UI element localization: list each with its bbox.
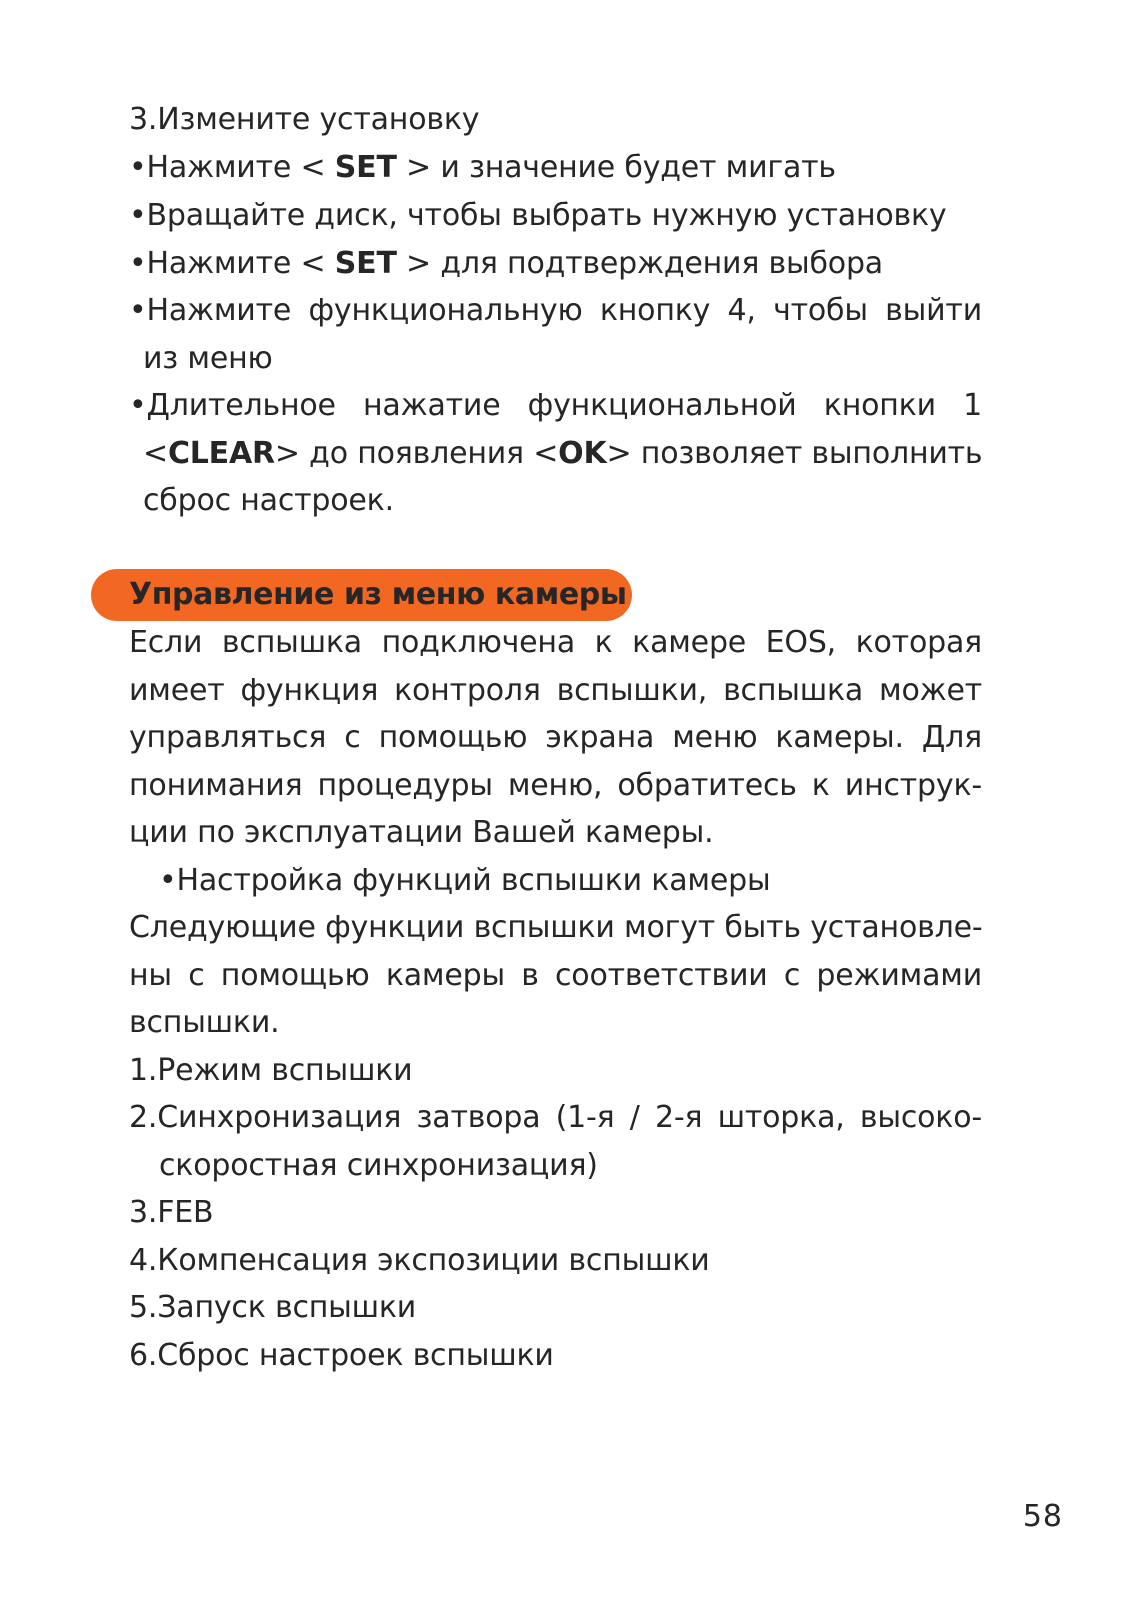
camera-functions-bullet: •Настройка функций вспышки камеры (159, 863, 771, 898)
list-item: 1.Режим вспышки (129, 1053, 413, 1088)
section-heading: Управление из меню камеры (129, 577, 627, 612)
step-bullet-press-set (129, 144, 982, 192)
paragraph-line: имеет функция контроля вспышки, вспышка может (129, 673, 982, 708)
step-bullet-reset-line2 (143, 430, 982, 478)
bullet-text: > позволяет выполнить (606, 436, 983, 471)
paragraph-line: понимания процедуры меню, обратитесь к инструк- (129, 768, 982, 803)
ok-key-label: OK (558, 436, 607, 471)
paragraph-line: Если вспышка подключена к камере EOS, которая (129, 625, 982, 660)
step-bullet-rotate-dial: •Вращайте диск, чтобы выбрать нужную установку (129, 198, 947, 233)
paragraph-line: ны с помощью камеры в соответствии с режимами (129, 958, 982, 993)
set-key-label: SET (334, 150, 397, 185)
bullet-text: > до появления < (274, 436, 559, 471)
paragraph-line: управляться с помощью экрана меню камеры. Для (129, 720, 982, 755)
bullet-text: < (143, 436, 168, 471)
list-item-continuation: скоростная синхронизация) (159, 1148, 598, 1183)
clear-key-label: CLEAR (167, 436, 275, 471)
step-bullet-confirm (129, 240, 982, 288)
step-bullet-exit-line2: из меню (143, 341, 273, 376)
list-item: 4.Компенсация экспозиции вспышки (129, 1243, 710, 1278)
list-item: 3.FEB (129, 1195, 214, 1230)
bullet-text: > для подтверждения выбора (396, 246, 883, 281)
page-number: 58 (1022, 1499, 1063, 1534)
list-item: 6.Сброс настроек вспышки (129, 1338, 554, 1373)
bullet-text: > и значение будет мигать (396, 150, 836, 185)
step-title: 3.Измените установку (129, 102, 480, 137)
list-item: 2.Синхронизация затвора (1-я / 2-я шторка, высоко- (129, 1100, 982, 1135)
step-bullet-reset-line1: •Длительное нажатие функциональной кнопки 1 (129, 388, 982, 423)
set-key-label: SET (334, 246, 397, 281)
paragraph-line: ции по эксплуатации Вашей камеры. (129, 815, 714, 850)
paragraph-line: вспышки. (129, 1005, 280, 1040)
step-bullet-reset-line3: сброс настроек. (143, 483, 394, 518)
list-item: 5.Запуск вспышки (129, 1290, 417, 1325)
paragraph-line: Следующие функции вспышки могут быть установле- (129, 910, 983, 945)
step-bullet-exit-line1: •Нажмите функциональную кнопку 4, чтобы выйти (129, 293, 982, 328)
bullet-text: •Нажмите < (129, 246, 335, 281)
bullet-text: •Нажмите < (129, 150, 335, 185)
